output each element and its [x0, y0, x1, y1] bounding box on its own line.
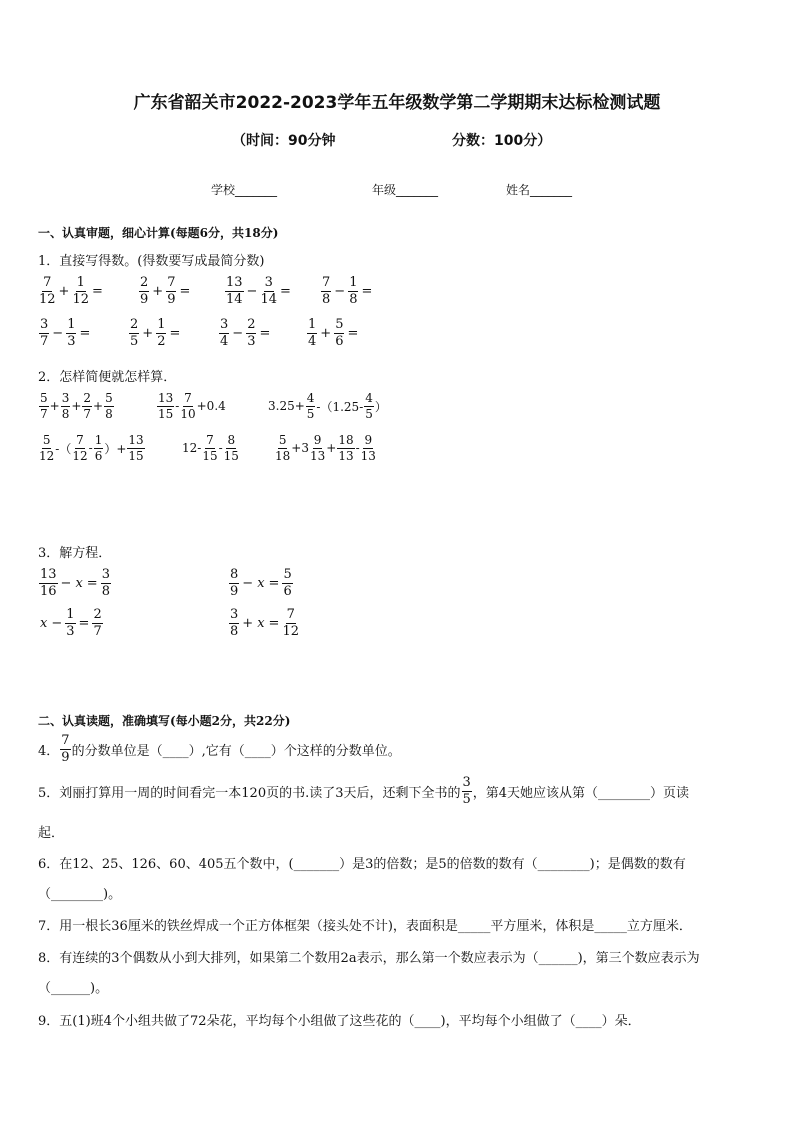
question-4: 4． $\frac{7}{9}$ 的分数单位是（____）,它有（____）个这样的分数单位。 [38, 733, 401, 765]
grade-field[interactable]: 年级_______ [372, 183, 439, 197]
q4-fraction: $\frac{7}{9}$ [61, 733, 70, 765]
question-7: 7．用一根长36厘米的铁丝焊成一个正方体框架（接头处不计)，表面积是_____平方厘米，体积是_____立方厘米． [38, 919, 692, 934]
q1-row-2 [38, 318, 360, 348]
q1-item-7: $\frac{3}{4}$ − $\frac{2}{3}$ = [220, 317, 271, 349]
question-5: 5．刘丽打算用一周的时间看完一本120页的书.读了3天后，还剩下全书的 $\frac{3}{5}$ ，第4天她应该从第（________）页读 [38, 775, 690, 807]
question-9: 9．五(1)班4个小组共做了72朵花，平均每个小组做了这些花的（____)，平均每个小组做了（____）朵． [38, 1014, 641, 1029]
question-3-label: 3．解方程． [38, 546, 112, 561]
q2-expr-4: $\frac{5}{12}$ -（ $\frac{7}{12}$ - $\frac{1}{6}$ ）+ $\frac{13}{15}$ [39, 433, 144, 463]
q1-item-2: $\frac{2}{9}$ + $\frac{7}{9}$ = [140, 275, 191, 307]
question-6-continued: （________)。 [38, 887, 122, 902]
q3-equation-3: x − $\frac{1}{3}$ = $\frac{2}{7}$ [40, 607, 102, 639]
q2-expr-2: $\frac{13}{15}$ - $\frac{7}{10}$ +0.4 [158, 391, 226, 421]
school-field[interactable]: 学校_______ [211, 183, 278, 197]
q1-item-5: $\frac{3}{7}$ − $\frac{1}{3}$ = [40, 317, 91, 349]
section-1-heading: 一、认真审题，细心计算(每题6分，共18分) [38, 226, 279, 240]
question-2-label: 2．怎样简便就怎样算． [38, 370, 177, 385]
q2-row-2 [38, 434, 377, 462]
q3-equation-1: $\frac{13}{16}$ − x = $\frac{3}{8}$ [40, 567, 110, 599]
section-2-heading: 二、认真读题，准确填写(每小题2分，共22分) [38, 714, 291, 728]
q2-expr-1: $\frac{5}{7}$ + $\frac{3}{8}$ + $\frac{2}{7}$ + $\frac{5}{8}$ [40, 391, 113, 421]
q1-item-8: $\frac{1}{4}$ + $\frac{5}{6}$ = [308, 317, 359, 349]
question-5-continued: 起． [38, 826, 65, 841]
exam-time: （时间：90分钟 [232, 133, 336, 149]
q2-row-1 [38, 392, 387, 420]
q1-item-4: $\frac{7}{8}$ − $\frac{1}{8}$ = [322, 275, 373, 307]
question-1-label: 1．直接写得数。(得数要写成最简分数) [38, 254, 265, 269]
q1-item-6: $\frac{2}{5}$ + $\frac{1}{2}$ = [130, 317, 181, 349]
name-field[interactable]: 姓名_______ [506, 183, 573, 197]
q3-equation-2: $\frac{8}{9}$ − x = $\frac{5}{6}$ [230, 567, 292, 599]
q2-expr-3: 3.25+ $\frac{4}{5}$ -（1.25- $\frac{4}{5}$ ） [268, 391, 387, 421]
q1-row-1 [38, 276, 374, 306]
exam-score: 分数：100分） [452, 133, 552, 149]
question-8: 8．有连续的3个偶数从小到大排列，如果第二个数用2a表示，那么第一个数应表示为（______)，第三个数应表示为 [38, 951, 700, 966]
question-6: 6．在12、25、126、60、405五个数中，(_______）是3的倍数；是5的倍数的数有（________)；是偶数的数有 [38, 857, 686, 872]
q1-item-1: $\frac{7}{12}$ + $\frac{1}{12}$ = [39, 275, 103, 307]
q5-fraction: $\frac{3}{5}$ [462, 775, 471, 807]
question-8-continued: （______)。 [38, 981, 109, 996]
q2-expr-6: $\frac{5}{18}$ +3 $\frac{9}{13}$ + $\frac{18}{13}$ - $\frac{9}{13}$ [275, 433, 376, 463]
q2-expr-5: 12- $\frac{7}{15}$ - $\frac{8}{15}$ [182, 433, 239, 463]
page-title: 广东省韶关市2022-2023学年五年级数学第二学期期末达标检测试题 [133, 93, 661, 113]
q1-item-3: $\frac{13}{14}$ − $\frac{3}{14}$ = [226, 275, 291, 307]
q3-equation-4: $\frac{3}{8}$ + x = $\frac{7}{12}$ [230, 607, 299, 639]
